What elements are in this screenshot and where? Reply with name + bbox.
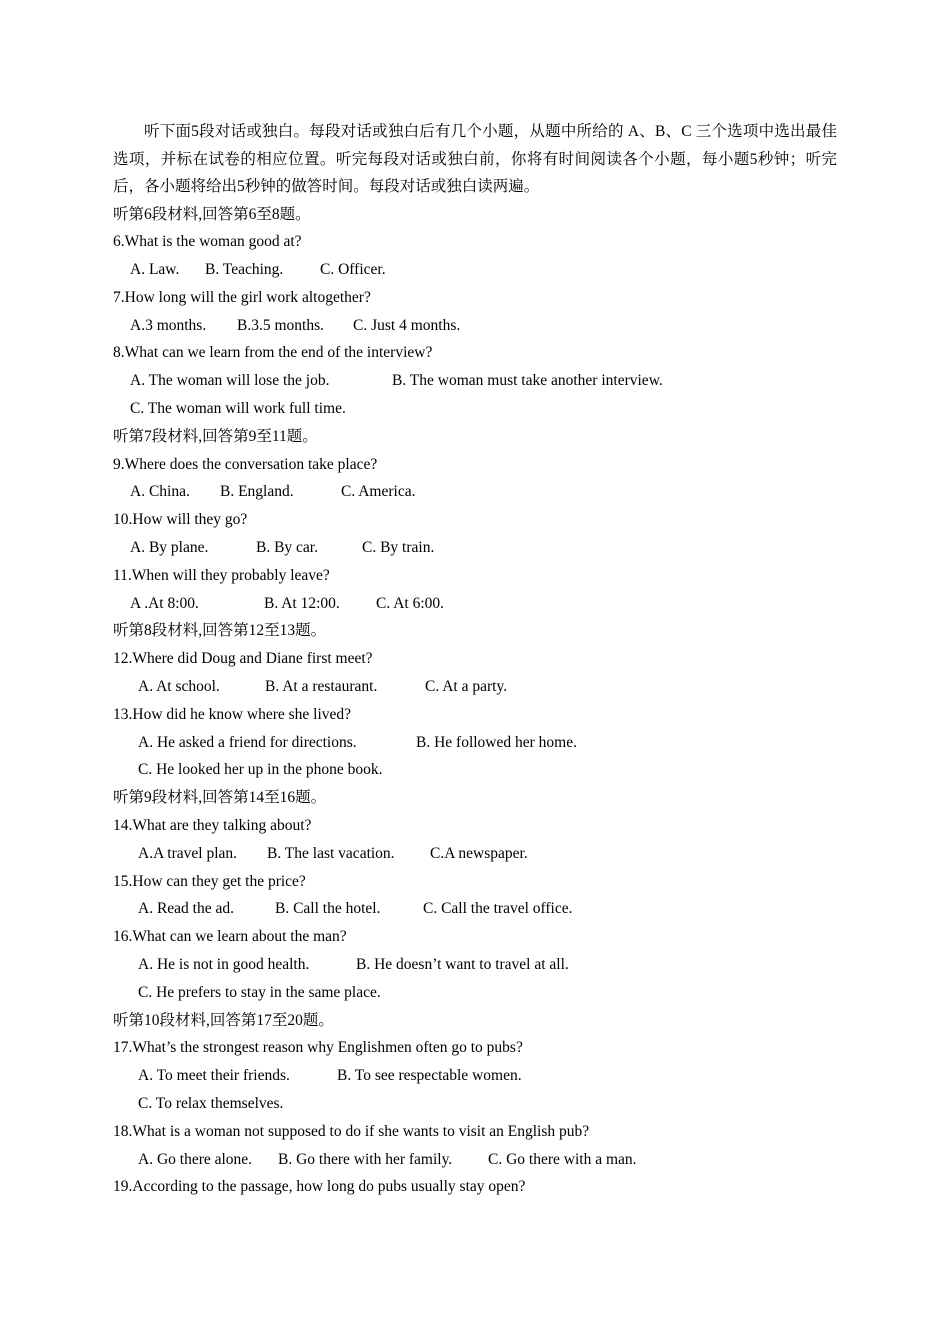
section-heading: 听第10段材料,回答第17至20题。 (113, 1011, 334, 1029)
answer-option: A. Read the ad. (138, 900, 234, 918)
answer-options (113, 534, 837, 562)
answer-option: A. Law. (130, 261, 180, 279)
answer-options (113, 1146, 837, 1174)
exam-page (113, 118, 837, 1201)
question-text: 15.How can they get the price? (113, 872, 306, 890)
answer-option: C. Call the travel office. (423, 900, 573, 918)
answer-option: A. He is not in good health. (138, 956, 310, 974)
answer-option: A.A travel plan. (138, 844, 238, 862)
answer-option: C. Just 4 months. (353, 316, 461, 334)
answer-options (113, 1090, 837, 1118)
answer-option: B. England. (220, 483, 294, 501)
answer-option: B. The last vacation. (267, 844, 395, 862)
section-heading: 听第7段材料,回答第9至11题。 (113, 427, 318, 445)
answer-option: A. By plane. (130, 539, 209, 557)
answer-option: C. He looked her up in the phone book. (138, 761, 383, 779)
section-instructions: 听下面5段对话或独白。每段对话或独白后有几个小题，从题中所给的 A、B、C 三个选项中选出最佳选项，并标在试卷的相应位置。听完每段对话或独白前，你将有时间阅读各个小题，每小题5秒钟；听完后，各小题将给出5秒钟的做答时间。每段对话或独白读两遍。 (113, 123, 837, 195)
answer-option: B. The woman must take another interview. (392, 372, 663, 390)
answer-option: C. At a party. (425, 678, 508, 696)
answer-option: C. He prefers to stay in the same place. (138, 983, 381, 1001)
answer-option: C. America. (341, 483, 416, 501)
answer-option: B. By car. (256, 539, 318, 557)
answer-option: A .At 8:00. (130, 594, 199, 612)
answer-options (113, 256, 837, 284)
answer-option: B. He followed her home. (416, 733, 577, 751)
answer-option: C. The woman will work full time. (130, 400, 346, 418)
question-text: 18.What is a woman not supposed to do if she wants to visit an English pub? (113, 1122, 590, 1140)
question-text: 9.Where does the conversation take place? (113, 455, 378, 473)
answer-option: B. Call the hotel. (275, 900, 381, 918)
answer-option: A. He asked a friend for directions. (138, 733, 357, 751)
section-heading: 听第6段材料,回答第6至8题。 (113, 205, 311, 223)
question-text: 19.According to the passage, how long do pubs usually stay open? (113, 1178, 526, 1196)
answer-options (113, 729, 837, 757)
question-text: 16.What can we learn about the man? (113, 928, 347, 946)
answer-option: A. Go there alone. (138, 1150, 253, 1168)
answer-option: B. To see respectable women. (337, 1067, 522, 1085)
question-text: 10.How will they go? (113, 511, 248, 529)
answer-option: B. At a restaurant. (265, 678, 378, 696)
question-text: 6.What is the woman good at? (113, 233, 302, 251)
answer-options (113, 395, 837, 423)
answer-option: A.3 months. (130, 316, 207, 334)
question-text: 11.When will they probably leave? (113, 566, 330, 584)
question-list (113, 201, 837, 1202)
answer-options (113, 895, 837, 923)
answer-options (113, 756, 837, 784)
answer-option: B. He doesn’t want to travel at all. (356, 956, 569, 974)
section-heading: 听第9段材料,回答第14至16题。 (113, 789, 327, 807)
answer-option: C.A newspaper. (430, 844, 528, 862)
answer-option: C. Go there with a man. (488, 1150, 637, 1168)
question-text: 7.How long will the girl work altogether? (113, 288, 371, 306)
answer-option: B. Teaching. (205, 261, 284, 279)
question-text: 14.What are they talking about? (113, 817, 312, 835)
question-text: 12.Where did Doug and Diane first meet? (113, 650, 373, 668)
question-text: 8.What can we learn from the end of the interview? (113, 344, 433, 362)
answer-options (113, 979, 837, 1007)
answer-option: A. At school. (138, 678, 220, 696)
answer-option: C. To relax themselves. (138, 1095, 284, 1112)
answer-options (113, 951, 837, 979)
answer-options (113, 590, 837, 618)
answer-option: A. To meet their friends. (138, 1067, 290, 1085)
answer-option: C. At 6:00. (376, 594, 445, 612)
answer-options (113, 840, 837, 868)
answer-options (113, 367, 837, 395)
answer-options (113, 312, 837, 340)
section-heading: 听第8段材料,回答第12至13题。 (113, 622, 327, 640)
answer-option: A. The woman will lose the job. (130, 372, 330, 390)
answer-option: C. Officer. (320, 261, 386, 279)
question-text: 17.What’s the strongest reason why Englishmen often go to pubs? (113, 1039, 523, 1057)
answer-options (113, 673, 837, 701)
answer-option: B.3.5 months. (237, 316, 324, 334)
answer-option: C. By train. (362, 539, 435, 557)
answer-option: B. At 12:00. (264, 594, 340, 612)
question-text: 13.How did he know where she lived? (113, 705, 352, 723)
answer-option: A. China. (130, 483, 190, 501)
answer-options (113, 1062, 837, 1090)
answer-options (113, 478, 837, 506)
answer-option: B. Go there with her family. (278, 1150, 453, 1168)
